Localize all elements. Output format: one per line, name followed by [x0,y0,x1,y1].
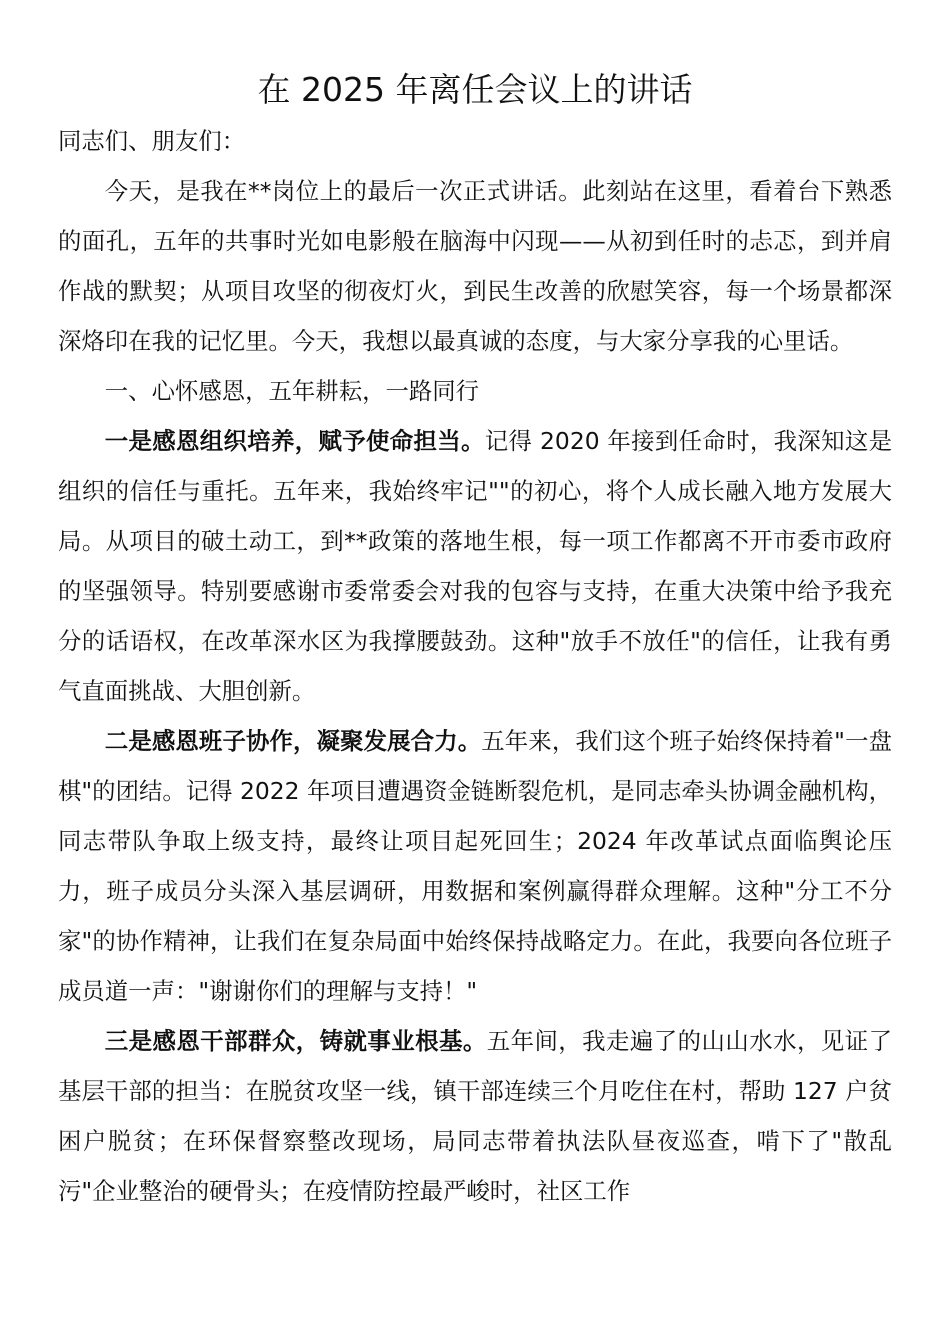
point-2-body: 五年来，我们这个班子始终保持着"一盘棋"的团结。记得 2022 年项目遭遇资金链断裂危机，是同志牵头协调金融机构，同志带队争取上级支持，最终让项目起死回生；2024 年改革试点面临舆论压力，班子成员分头深入基层调研，用数据和案例赢得群众理解。这种"分工不分家"的协作精神，让我们在复杂局面中始终保持战略定力。在此，我要向各位班子成员道一声："谢谢你们的理解与支持！" [58,727,892,1005]
point-1-lead: 一是感恩组织培养，赋予使命担当。 [104,427,485,455]
paragraph-point-2 [58,716,892,1016]
paragraph-point-3 [58,1016,892,1216]
point-3-body: 五年间，我走遍了的山山水水，见证了基层干部的担当：在脱贫攻坚一线，镇干部连续三个月吃住在村，帮助 127 户贫困户脱贫；在环保督察整改现场，局同志带着执法队昼夜巡查，啃下了"散乱污"企业整治的硬骨头；在疫情防控最严峻时，社区工作 [58,1027,892,1205]
page-title: 在 2025 年离任会议上的讲话 [257,70,693,109]
section-heading: 一、心怀感恩，五年耕耘，一路同行 [104,377,480,405]
salutation: 同志们、朋友们： [58,127,246,155]
paragraph-point-1 [58,416,892,716]
point-3-lead: 三是感恩干部群众，铸就事业根基。 [104,1027,487,1055]
point-2-lead: 二是感恩班子协作，凝聚发展合力。 [104,727,482,755]
intro-paragraph: 今天，是我在**岗位上的最后一次正式讲话。此刻站在这里，看着台下熟悉的面孔，五年的共事时光如电影般在脑海中闪现——从初到任时的忐忑，到并肩作战的默契；从项目攻坚的彻夜灯火，到民生改善的欣慰笑容，每一个场景都深深烙印在我的记忆里。今天，我想以最真诚的态度，与大家分享我的心里话。 [58,177,892,355]
document-body [58,116,892,1216]
point-1-body: 记得 2020 年接到任命时，我深知这是组织的信任与重托。五年来，我始终牢记""的初心，将个人成长融入地方发展大局。从项目的破土动工，到**政策的落地生根，每一项工作都离不开市委市政府的坚强领导。特别要感谢市委常委会对我的包容与支持，在重大决策中给予我充分的话语权，在改革深水区为我撑腰鼓劲。这种"放手不放任"的信任，让我有勇气直面挑战、大胆创新。 [58,427,892,705]
